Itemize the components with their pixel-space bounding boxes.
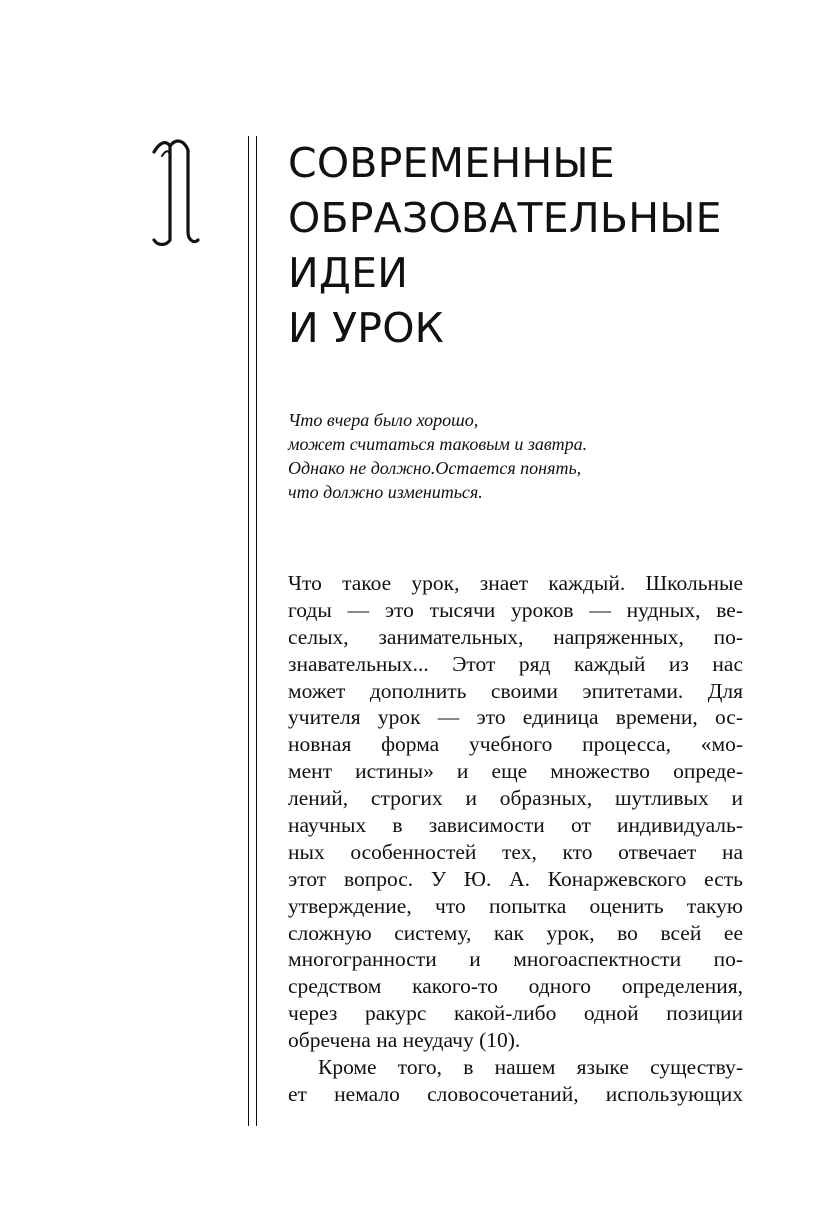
body-line: Что такое урок, знает каждый. Школьные: [288, 571, 743, 595]
chapter-number-glyph: [140, 128, 200, 248]
body-line: обречена на неудачу (10).: [288, 1028, 521, 1053]
epigraph-line: Что вчера было хорошо,: [288, 410, 479, 430]
body-line: лений, строгих и образных, шутливых и: [288, 786, 743, 811]
body-line: сложную систему, как урок, во всей ее: [288, 920, 743, 945]
chapter-title-line: СОВРЕМЕННЫЕ: [288, 139, 615, 187]
vertical-rule-left: [248, 136, 249, 1126]
chapter-title: [288, 136, 788, 356]
body-line: учителя урок — это единица времени, ос-: [288, 705, 743, 730]
body-line: новная форма учебного процесса, «мо-: [288, 732, 743, 757]
body-line: ет немало словосочетаний, использующих: [288, 1081, 743, 1106]
body-text: [288, 570, 743, 1108]
body-line: этот вопрос. У Ю. А. Конаржевского есть: [288, 866, 743, 891]
chapter-number: [140, 128, 200, 248]
epigraph: [288, 408, 748, 504]
chapter-title-line: ИДЕИ: [288, 249, 409, 297]
chapter-title-line: ОБРАЗОВАТЕЛЬНЫЕ: [288, 194, 722, 242]
body-line: научных в зависимости от индивидуаль-: [288, 813, 743, 838]
body-line: ных особенностей тех, кто отвечает на: [288, 839, 743, 864]
body-line: средством какого-то одного определения,: [288, 974, 743, 999]
body-line: Кроме того, в нашем языке существу-: [318, 1055, 743, 1080]
epigraph-line: Однако не должно.Остается понять,: [288, 458, 582, 478]
epigraph-line: что должно измениться.: [288, 482, 483, 502]
epigraph-line: может считаться таковым и завтра.: [288, 434, 588, 454]
body-line: утверждение, что попытка оценить такую: [288, 893, 743, 918]
body-line: через ракурс какой-либо одной позиции: [288, 1001, 743, 1026]
body-line: годы — это тысячи уроков — нудных, ве-: [288, 597, 743, 622]
vertical-rule-right: [256, 136, 257, 1126]
chapter-title-line: И УРОК: [288, 304, 444, 352]
body-line: знавательных... Этот ряд каждый из нас: [288, 651, 743, 676]
body-line: многогранности и многоаспектности по-: [288, 947, 743, 972]
body-line: может дополнить своими эпитетами. Для: [288, 678, 743, 703]
body-line: мент истины» и еще множество опреде-: [288, 759, 743, 784]
body-line: селых, занимательных, напряженных, по-: [288, 624, 743, 649]
